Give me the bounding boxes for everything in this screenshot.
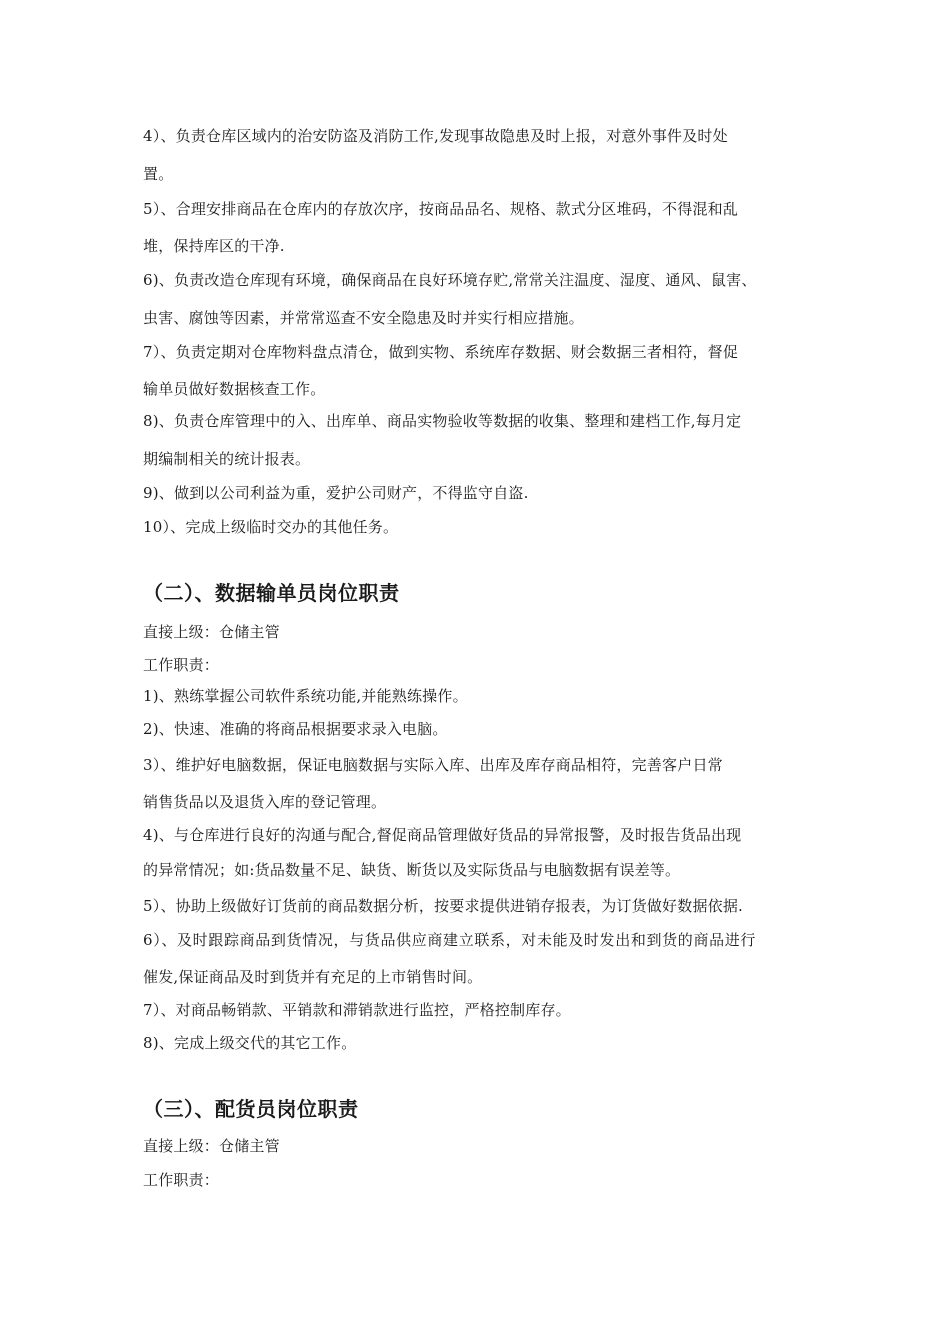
section-heading: （三）、配货员岗位职责 bbox=[143, 1097, 359, 1121]
duties-label: 工作职责： bbox=[143, 1171, 220, 1189]
duty-item: 7）、负责定期对仓库物料盘点清仓，做到实物、系统库存数据、财会数据三者相符，督促 bbox=[143, 343, 739, 361]
direct-superior: 直接上级：仓储主管 bbox=[143, 623, 280, 641]
duty-item: 7）、对商品畅销款、平销款和滞销款进行监控，严格控制库存。 bbox=[143, 1001, 571, 1019]
duty-item-continuation: 催发,保证商品及时到货并有充足的上市销售时间。 bbox=[143, 968, 483, 986]
duty-item: 6）、及时跟踪商品到货情况，与货品供应商建立联系，对未能及时发出和到货的商品进行 bbox=[143, 931, 757, 949]
duty-item: 10）、完成上级临时交办的其他任务。 bbox=[143, 518, 399, 536]
duty-item-continuation: 的异常情况；如:货品数量不足、缺货、断货以及实际货品与电脑数据有误差等。 bbox=[143, 861, 681, 879]
duty-item: 8)、完成上级交代的其它工作。 bbox=[143, 1034, 357, 1052]
duties-label: 工作职责： bbox=[143, 656, 220, 674]
duty-item: 3）、维护好电脑数据，保证电脑数据与实际入库、出库及库存商品相符，完善客户日常 bbox=[143, 756, 723, 774]
duty-item: 5）、协助上级做好订货前的商品数据分析，按要求提供进销存报表，为订货做好数据依据. bbox=[143, 897, 744, 915]
duty-item-continuation: 输单员做好数据核查工作。 bbox=[143, 380, 326, 398]
duty-item: 8)、负责仓库管理中的入、出库单、商品实物验收等数据的收集、整理和建档工作,每月定 bbox=[143, 412, 742, 430]
duty-item-continuation: 堆，保持库区的干净. bbox=[143, 237, 285, 255]
duty-item: 4）、负责仓库区域内的治安防盗及消防工作,发现事故隐患及时上报，对意外事件及时处 bbox=[143, 127, 728, 145]
duty-item: 4)、与仓库进行良好的沟通与配合,督促商品管理做好货品的异常报警，及时报告货品出现 bbox=[143, 826, 742, 844]
duty-item: 5）、合理安排商品在仓库内的存放次序，按商品品名、规格、款式分区堆码，不得混和乱 bbox=[143, 200, 739, 218]
duty-item: 9)、做到以公司利益为重，爱护公司财产，不得监守自盗. bbox=[143, 484, 529, 502]
duty-item-continuation: 虫害、腐蚀等因素，并常常巡查不安全隐患及时并实行相应措施。 bbox=[143, 309, 584, 327]
duty-item-continuation: 置。 bbox=[143, 165, 174, 183]
duty-item-continuation: 期编制相关的统计报表。 bbox=[143, 450, 311, 468]
duty-item-continuation: 销售货品以及退货入库的登记管理。 bbox=[143, 793, 387, 811]
section-heading: （二）、数据输单员岗位职责 bbox=[143, 581, 400, 605]
duty-item: 6)、负责改造仓库现有环境，确保商品在良好环境存贮,常常关注温度、湿度、通风、鼠害、 bbox=[143, 271, 757, 289]
duty-item: 2)、快速、准确的将商品根据要求录入电脑。 bbox=[143, 720, 448, 738]
direct-superior: 直接上级：仓储主管 bbox=[143, 1137, 280, 1155]
duty-item: 1)、熟练掌握公司软件系统功能,并能熟练操作。 bbox=[143, 687, 468, 705]
